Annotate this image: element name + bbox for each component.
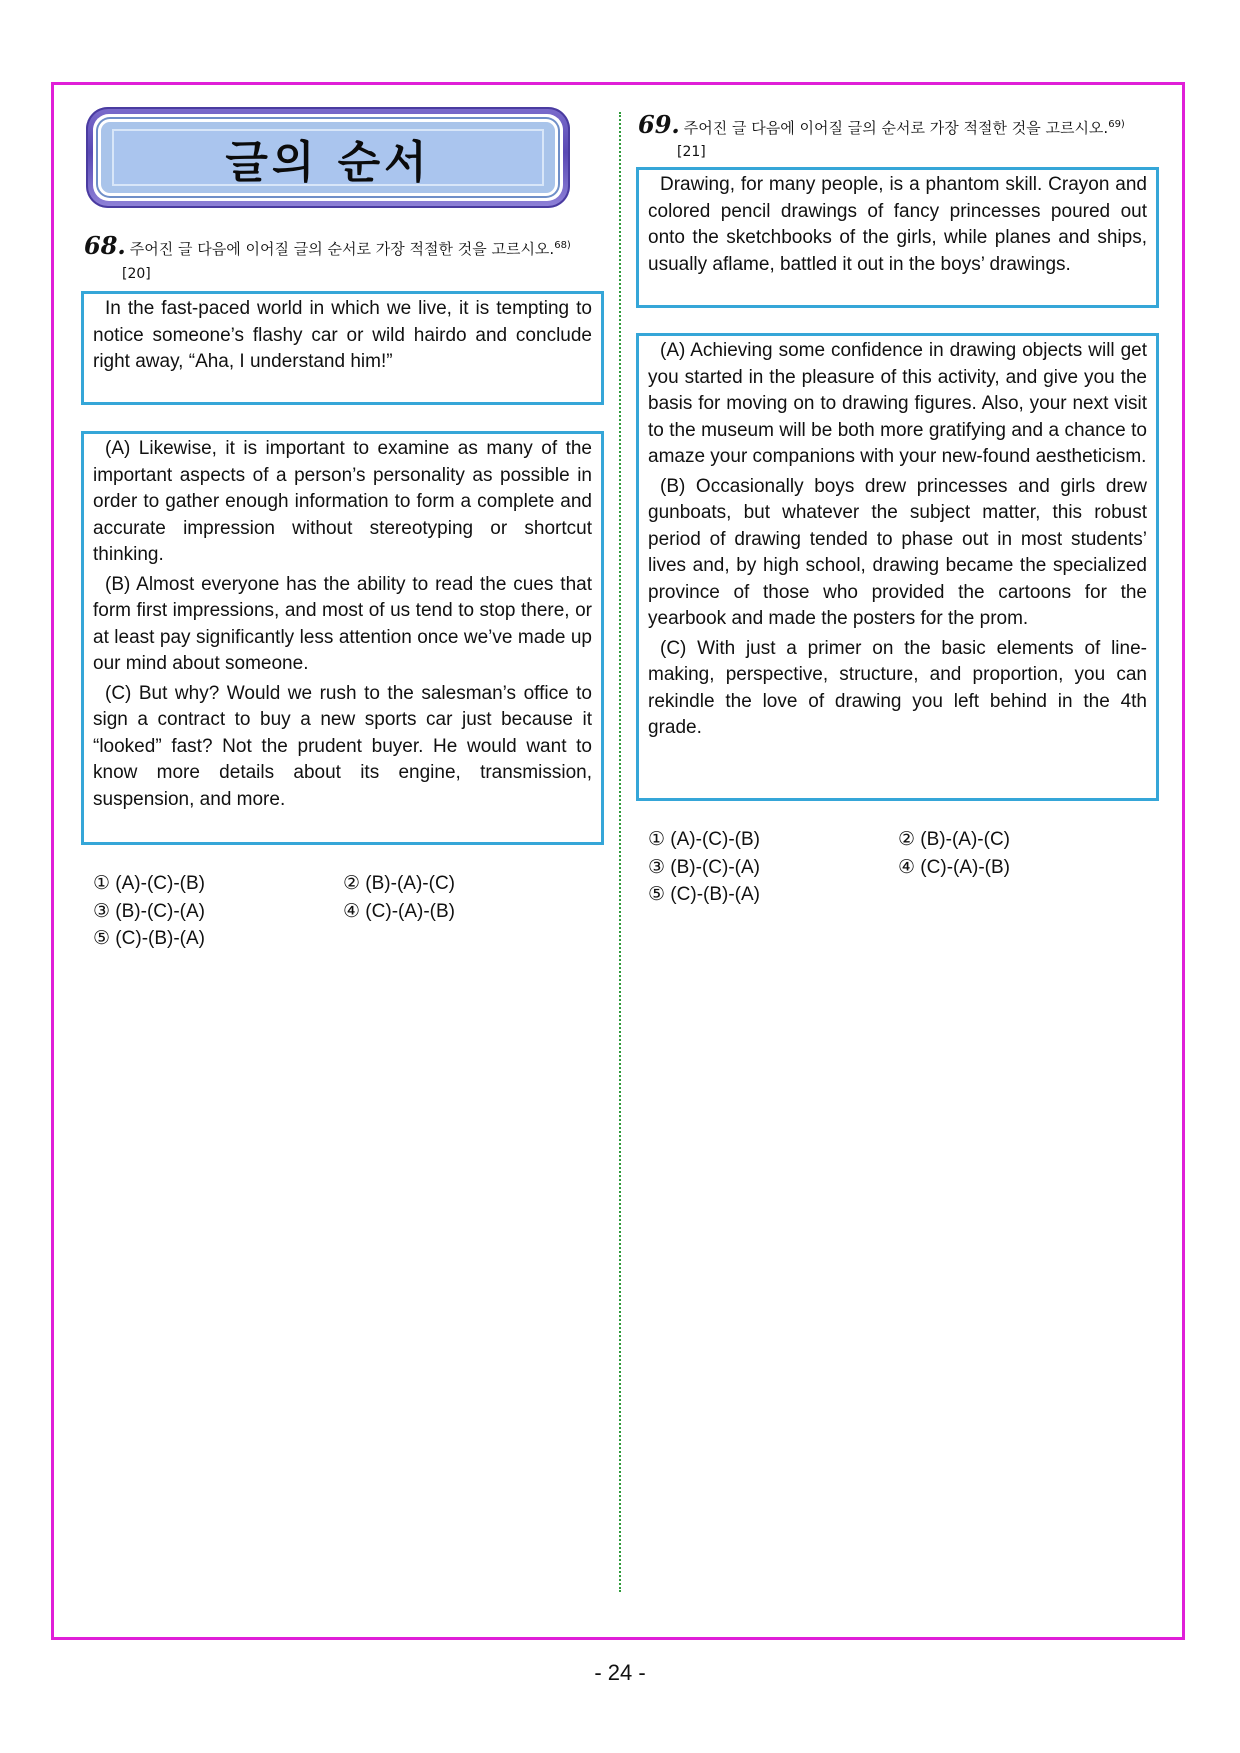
question-69-paragraph-b: (B) Occasionally boys drew princesses and girls drew gunboats, but whatever the subject matter, this robust period of drawing tended to phase out in most students’ lives and, by high school, drawing became the specialized province of those who provided the cartoons for the yearbook and made the posters for the prom. bbox=[648, 475, 1147, 629]
question-68-options bbox=[93, 870, 593, 953]
question-68-given-text: In the fast-paced world in which we live, it is tempting to notice someone’s flashy car or wild hairdo and conclude right away, “Aha, I understand him!” bbox=[93, 298, 592, 372]
question-68-code: [20] bbox=[122, 266, 151, 282]
question-68-option-2[interactable]: ② (B)-(A)-(C) bbox=[343, 873, 455, 894]
question-69-option-3[interactable]: ③ (B)-(C)-(A) bbox=[648, 856, 760, 878]
question-68-option-4[interactable]: ④ (C)-(A)-(B) bbox=[343, 900, 455, 922]
question-68-paragraph-a: (A) Likewise, it is important to examine as many of the important aspects of a person’s personality as possible in order to gather enough information to form a complete and accurate impression without stereotyping or shortcut thinking. bbox=[93, 438, 592, 565]
question-69-options bbox=[648, 826, 1148, 909]
question-68-instruction: 주어진 글 다음에 이어질 글의 순서로 가장 적절한 것을 고르시오. bbox=[129, 240, 555, 258]
question-68-paragraph-c: (C) But why? Would we rush to the salesman’s office to sign a contract to buy a new sports car just because it “looked” fast? Not the prudent buyer. He would want to know more details about its engine, transmission, suspension, and more. bbox=[93, 682, 592, 810]
question-68-paragraphs-box bbox=[81, 431, 604, 845]
question-69-number: 69. bbox=[638, 110, 680, 139]
question-69-option-5[interactable]: ⑤ (C)-(B)-(A) bbox=[648, 884, 760, 905]
question-68-paragraph-b: (B) Almost everyone has the ability to read the cues that form first impressions, and most of us tend to stop there, or at least pay significantly less attention once we’ve made up our mind about someone. bbox=[93, 573, 592, 674]
question-68-given-box bbox=[81, 291, 604, 405]
question-69-option-4[interactable]: ④ (C)-(A)-(B) bbox=[898, 856, 1010, 878]
question-68-option-3[interactable]: ③ (B)-(C)-(A) bbox=[93, 900, 205, 922]
column-divider bbox=[619, 112, 621, 1592]
question-69-option-2[interactable]: ② (B)-(A)-(C) bbox=[898, 829, 1010, 850]
question-69-paragraphs-box bbox=[636, 333, 1159, 801]
question-69-given-text: Drawing, for many people, is a phantom skill. Crayon and colored pencil drawings of fancy princesses poured out onto the sketchbooks of the girls, while planes and ships, usually aflame, battled it out in the boys’ drawings. bbox=[648, 174, 1147, 275]
question-68-option-1[interactable]: ① (A)-(C)-(B) bbox=[93, 873, 205, 894]
question-69-instruction: 주어진 글 다음에 이어질 글의 순서로 가장 적절한 것을 고르시오. bbox=[683, 119, 1109, 137]
question-69-option-1[interactable]: ① (A)-(C)-(B) bbox=[648, 829, 760, 850]
question-69-footnote: 69) bbox=[1108, 119, 1125, 130]
page-number: - 24 - bbox=[594, 1660, 646, 1685]
question-68-number: 68. bbox=[84, 231, 126, 260]
section-title: 글의 순서 bbox=[225, 136, 431, 188]
question-68-footnote: 68) bbox=[554, 240, 571, 251]
question-69-given-box bbox=[636, 167, 1159, 308]
question-69-code: [21] bbox=[677, 144, 706, 160]
question-69-header bbox=[638, 110, 1178, 139]
question-69-paragraph-c: (C) With just a primer on the basic elements of line-making, perspective, structure, and proportion, you can rekindle the love of drawing you left behind in the 4th grade. bbox=[648, 637, 1147, 738]
section-title-badge bbox=[86, 107, 570, 208]
question-69-paragraph-a: (A) Achieving some confidence in drawing objects will get you started in the pleasure of this activity, and give you the basis for moving on to drawing figures. Also, your next visit to the museum will be both more gratifying and a chance to amaze your companions with your new-found aestheticism. bbox=[648, 340, 1147, 467]
question-68-header bbox=[84, 231, 614, 260]
question-68-option-5[interactable]: ⑤ (C)-(B)-(A) bbox=[93, 928, 205, 949]
